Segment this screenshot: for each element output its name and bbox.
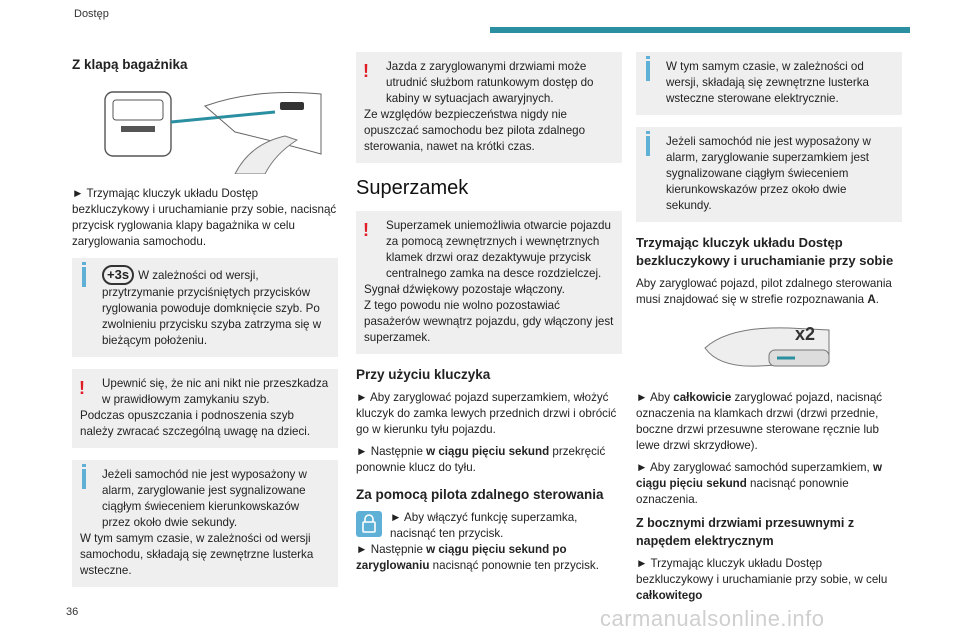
column-1 bbox=[72, 52, 338, 599]
warning-remote-text: Ze względów bezpieczeństwa nigdy nie opuszczać samochodu bez pilota zdalnego sterowania, nawet na krótki czas. bbox=[364, 108, 586, 153]
column-2 bbox=[356, 52, 622, 580]
column-3 bbox=[636, 52, 902, 610]
info-icon bbox=[646, 136, 650, 156]
info-box-mirrors bbox=[636, 52, 902, 115]
tailgate-lock-illustration bbox=[85, 84, 325, 174]
warning-windows-text: Upewnić się, że nic ani nikt nie przeszkadza w prawidłowym zamykaniu szyb. bbox=[102, 377, 329, 406]
remote-instruction: ► Aby włączyć funkcję superzamka, nacisnąć ten przycisk. bbox=[356, 510, 622, 542]
info-icon bbox=[646, 61, 650, 81]
superlock-instruction: ► Aby zaryglować samochód superzamkiem, w ciągu pięciu sekund nacisnąć ponownie oznaczenia. bbox=[636, 461, 883, 506]
remote-instruction-2: ► Następnie w ciągu pięciu sekund po zaryglowaniu nacisnąć ponownie ten przycisk. bbox=[356, 543, 599, 572]
warning-icon: ! bbox=[363, 61, 369, 81]
info-box-windows bbox=[72, 258, 338, 357]
lock-icon bbox=[356, 511, 382, 537]
key-instruction: ► Aby zaryglować pojazd superzamkiem, włożyć kluczyk do zamka lewych przednich drzwi i obrócić go w kierunku tyłu pojazdu. bbox=[356, 391, 617, 436]
heading-superlock: Superzamek bbox=[356, 177, 469, 199]
door-handle-press-illustration bbox=[699, 318, 839, 378]
page-number: 36 bbox=[66, 606, 79, 618]
info-box-indicators bbox=[72, 460, 338, 587]
info-icon bbox=[82, 267, 86, 287]
heading-sliding-doors: Z bocznymi drzwiami przesuwnymi z napędem elektrycznym bbox=[636, 516, 855, 548]
warning-horn-text: Sygnał dźwiękowy pozostaje włączony. bbox=[364, 283, 565, 296]
header-accent-bar bbox=[490, 27, 910, 33]
warning-box-superlock bbox=[356, 211, 622, 354]
info-mirrors-text: W tym samym czasie, w zależności od wersji samochodu, składają się zewnętrzne lusterka wsteczne. bbox=[80, 532, 314, 577]
full-lock-instruction: ► Aby całkowicie zaryglować pojazd, nacisnąć oznaczenia na klamkach drzwi (drzwi przednie, boczne drzwi przesuwne sterowane ręcznie lub lewe drzwi skrzydłowe). bbox=[636, 391, 883, 452]
info-windows-text: W zależności od wersji, przytrzymanie przyciśniętych przycisków ryglowania powoduje domknięcie szyb. Po zwolnieniu przycisku szyba zatrzyma się w bieżącym położeniu. bbox=[102, 269, 322, 347]
watermark: carmanualsonline.info bbox=[600, 606, 825, 631]
sliding-doors-instruction: ► Trzymając kluczyk układu Dostęp bezkluczykowy i uruchamianie przy sobie, w celu całkowitego bbox=[636, 557, 888, 602]
tailgate-instruction: ► Trzymając kluczyk układu Dostęp bezkluczykowy i uruchamianie przy sobie, nacisnąć przycisk ryglowania klapy bagażnika w celu zaryglowania samochodu. bbox=[72, 187, 337, 248]
keyless-intro: Aby zaryglować pojazd, pilot zdalnego sterowania musi znajdować się w strefie rozpoznawania A. bbox=[636, 277, 892, 306]
warning-icon: ! bbox=[79, 378, 85, 398]
hold-3s-badge: +3s bbox=[102, 265, 134, 285]
info-box-superlock-indicators bbox=[636, 127, 902, 222]
warning-box-windows bbox=[72, 369, 338, 448]
warning-superlock-text: Superzamek uniemożliwia otwarcie pojazdu za pomocą zewnętrznych i wewnętrznych klamek drzwi oraz dezaktywuje przycisk centralnego zamka na desce rozdzielczej. bbox=[386, 219, 611, 280]
heading-with-key: Przy użyciu kluczyka bbox=[356, 367, 491, 382]
section-header: Dostęp bbox=[74, 8, 109, 20]
press-twice-label: x2 bbox=[795, 324, 816, 344]
warning-icon: ! bbox=[363, 220, 369, 240]
info-indicators-text: Jeżeli samochód nie jest wyposażony w alarm, zaryglowanie jest sygnalizowane ciągłym świeceniem kierunkowskazów przez około dwie sekundy. bbox=[102, 468, 307, 529]
heading-keyless: Trzymając kluczyk układu Dostęp bezkluczykowy i uruchamianie przy sobie bbox=[636, 235, 894, 268]
warning-box-emergency bbox=[356, 52, 622, 163]
warning-emergency-text: Jazda z zaryglowanymi drzwiami może utrudnić służbom ratunkowym dostęp do kabiny w sytuacjach awaryjnych. bbox=[386, 60, 594, 105]
warning-children-text: Podczas opuszczania i podnoszenia szyb należy zwracać szczególną uwagę na dzieci. bbox=[80, 409, 311, 438]
heading-tailgate: Z klapą bagażnika bbox=[72, 57, 188, 72]
key-instruction-2: ► Następnie w ciągu pięciu sekund przekręcić ponownie klucz do tyłu. bbox=[356, 445, 606, 474]
info-superlock-indicators-text: Jeżeli samochód nie jest wyposażony w alarm, zaryglowanie superzamkiem jest sygnalizowane ciągłym świeceniem kierunkowskazów przez około dwie sekundy. bbox=[666, 135, 871, 212]
heading-remote: Za pomocą pilota zdalnego sterowania bbox=[356, 487, 604, 502]
info-icon bbox=[82, 469, 86, 489]
info-mirrors-electric-text: W tym samym czasie, w zależności od wersji, składają się zewnętrzne lusterka wsteczne sterowane elektrycznie. bbox=[666, 60, 869, 105]
warning-passengers-text: Z tego powodu nie wolno pozostawiać pasażerów wewnątrz pojazdu, gdy włączony jest superzamek. bbox=[364, 299, 614, 344]
